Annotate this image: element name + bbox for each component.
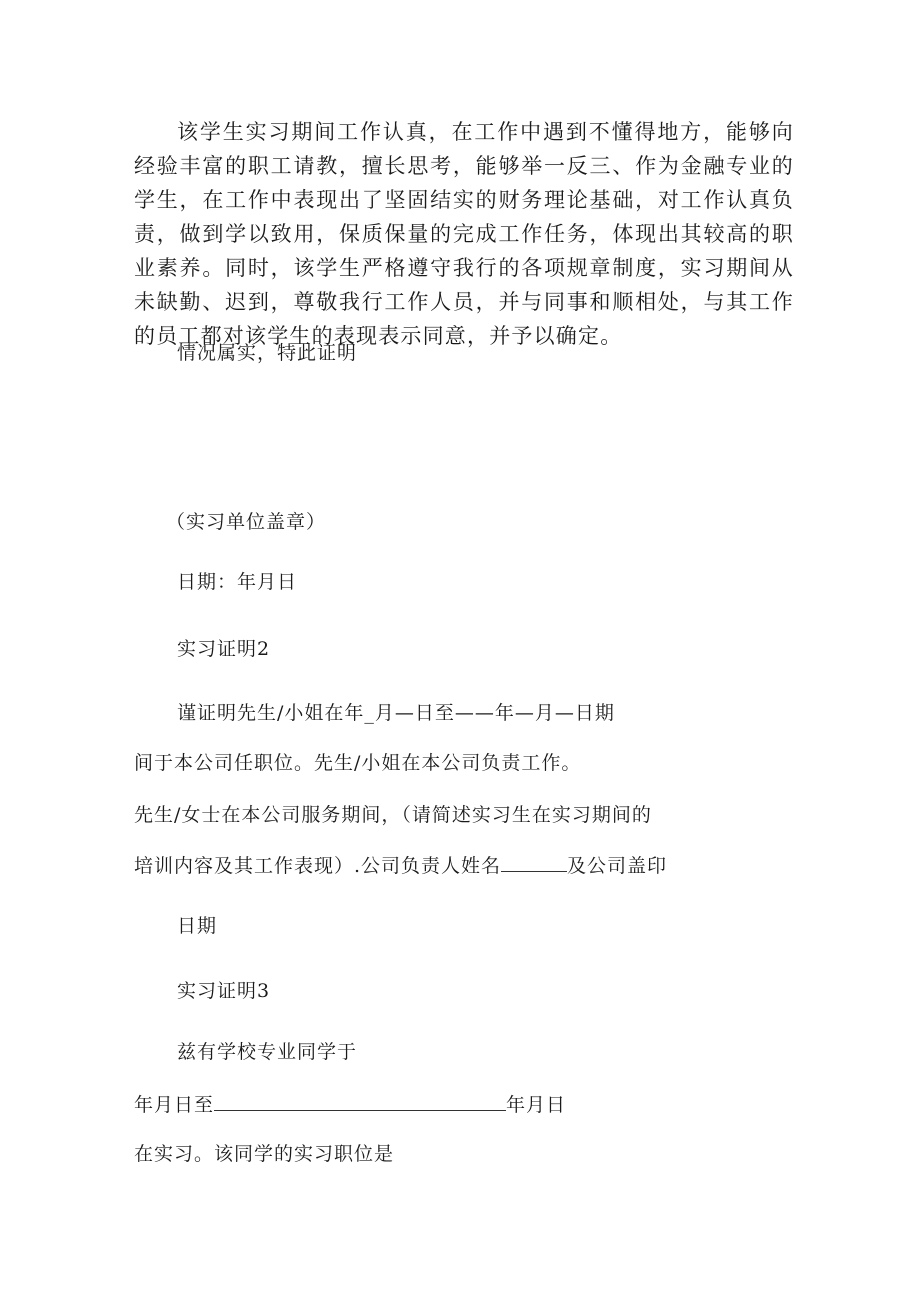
certificate2-title: 实习证明2 <box>177 638 271 660</box>
certificate1-date: 日期：年月日 <box>177 571 298 593</box>
certificate1-closing: 情况属实，特此证明 <box>177 342 358 364</box>
certificate3-line3: 在实习。该同学的实习职位是 <box>134 1143 395 1165</box>
certificate2-line2: 间于本公司任职位。先生/小姐在本公司负责工作。 <box>134 752 582 774</box>
date-blank <box>214 1092 506 1111</box>
certificate2-line4-text: 培训内容及其工作表现）.公司负责人姓名 <box>134 855 502 877</box>
certificate3-line2-suffix: 年月日 <box>506 1094 567 1116</box>
certificate2-date: 日期 <box>177 915 218 937</box>
certificate2-line3: 先生/女士在本公司服务期间，（请简述实习生在实习期间的 <box>134 804 652 826</box>
certificate3-line2 <box>134 1092 566 1117</box>
certificate2-line1: 谨证明先生/小姐在年_月—日至——年—月—日期 <box>177 702 615 724</box>
certificate1-seal: （实习单位盖章） <box>166 511 327 533</box>
certificate3-line1: 兹有学校专业同学于 <box>177 1041 358 1063</box>
certificate2-line4 <box>134 853 667 878</box>
signature-blank <box>501 853 567 872</box>
certificate2-line4-suffix: 及公司盖印 <box>567 855 668 877</box>
certificate3-title: 实习证明3 <box>177 980 271 1002</box>
certificate1-body: 该学生实习期间工作认真，在工作中遇到不懂得地方，能够向经验丰富的职工请教，擅长思考，能够举一反三、作为金融专业的学生，在工作中表现出了坚固结实的财务理论基础，对工作认真负责，做到学以致用，保质保量的完成工作任务，体现出其较高的职业素养。同时，该学生严格遵守我行的各项规章制度，实习期间从未缺勤、迟到，尊敬我行工作人员，并与同事和顺相处，与其工作的员工都对该学生的表现表示同意，并予以确定。 <box>134 120 794 348</box>
certificate3-line2-text: 年月日至 <box>134 1094 215 1116</box>
